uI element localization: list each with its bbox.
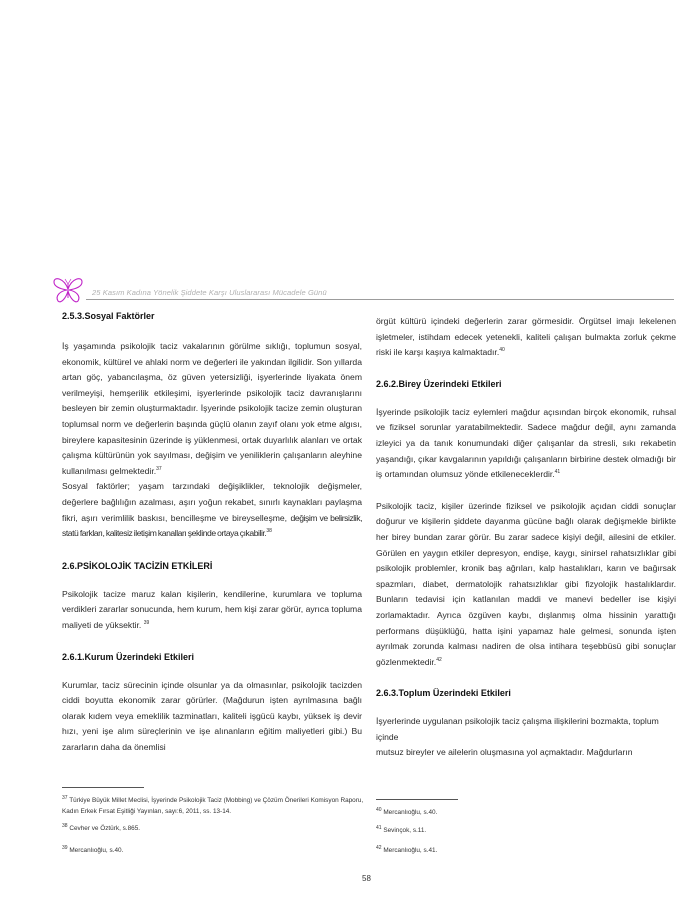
footnote-text: Sevinçok, s.11. <box>383 827 427 834</box>
section-heading-2-5-3: 2.5.3.Sosyal Faktörler <box>62 311 155 321</box>
footnote-text: Cevher ve Öztürk, s.865. <box>69 825 141 832</box>
paragraph-text: Sosyal faktörler; yaşam tarzındaki değişiklikler, teknolojik değişmeler, değerlere bağlılığın azalması, aşırı yoğun rekabet, sınırlı kaynakları paylaşma fikri, aşırı verimlilik baskısı, bencilleşme ve bireyselleşme, <box>62 481 362 523</box>
section-heading-2-6: 2.6.PSİKOLOJİK TACİZİN ETKİLERİ <box>62 560 213 571</box>
paragraph-line: mutsuz bireyler ve ailelerin oluşmasına yol açmaktadır. Mağdurların <box>376 747 633 758</box>
running-header <box>52 276 674 306</box>
footnote-37 <box>62 795 367 817</box>
right-column <box>376 314 676 761</box>
header-title: 25 Kasım Kadına Yönelik Şiddete Karşı Uluslararası Mücadele Günü <box>92 288 327 297</box>
footnote-rule <box>62 787 144 788</box>
footnote-number: 41 <box>376 824 382 831</box>
header-rule <box>86 299 674 300</box>
footnote-38 <box>62 823 367 834</box>
footnote-42 <box>376 845 681 856</box>
section-heading-2-6-2: 2.6.2.Birey Üzerindeki Etkileri <box>376 378 502 389</box>
paragraph-line: İşyerlerinde uygulanan psikolojik taciz çalışma ilişkilerini bozmakta, toplum içinde <box>376 716 659 742</box>
paragraph-social-factors <box>62 339 362 479</box>
footnote-text: Mercanlıoğlu, s.40. <box>69 847 124 854</box>
footnote-ref: 42 <box>436 656 442 663</box>
footnote-ref: 41 <box>554 469 561 476</box>
butterfly-logo-icon <box>52 276 84 304</box>
paragraph-social-factors-2 <box>62 479 362 541</box>
footnote-text: Mercanlıoğlu, s.40. <box>383 809 438 816</box>
paragraph-text: Psikolojik tacize maruz kalan kişilerin, kendilerine, kurumlara ve topluma verdikleri zararlar sonucunda, hem kurum, hem kişi zarar görür, ayrıca topluma maliyeti de yüksektir. <box>62 588 362 630</box>
footnote-number: 38 <box>62 822 68 829</box>
footnote-ref: 38 <box>266 528 272 535</box>
footnote-text: Mercanlıoğlu, s.41. <box>383 847 438 854</box>
footnote-ref: 40 <box>499 347 505 354</box>
paragraph-text: Psikolojik taciz, kişiler üzerinde fiziksel ve psikolojik açıdan ciddi sonuçlar doğurur ve kişilerin şiddete dayanma gücüne bağlı olarak değişmekle birlikte her birey bundan zarar görür. Bu zarar sadece kişiyi değil, ailesini de etkiler. Görülen en yaygın etkiler depresyon, endişe, kaygı, sinirsel rahatsızlıklar gibi psikolojik problemler, kronik baş ağrıları, kalp hastalıkları, karın ve bağırsak spazmları, diabet, dermatolojik rahatsızlıklar gibi fizyolojik hastalıklardır. Bunların tedavisi için katlanılan maddi ve manevi bedeller ise kişiyi zorlamaktadır. Ayrıca özgüven kaybı, dışlanmış olma hissinin yarattığı performans düşüklüğü, hatta işini yapamaz hale gelmesi, sonunda işten ayrılmak zorunda kalması nadiren de olsa intihara teşebbüsü gibi sonuçlar gözlenmektedir. <box>376 500 676 667</box>
paragraph-effects <box>62 587 362 634</box>
footnote-39 <box>62 845 367 856</box>
left-column <box>62 310 362 755</box>
paragraph-text-tail: değişim ve belirsizlik, statü farkları, kalitesiz iletişim kanalları şeklinde ortaya çıkabilir. <box>62 512 363 539</box>
paragraph-institution-effects: Kurumlar, taciz sürecinin içinde olsunlar ya da olmasınlar, psikolojik tacizden ciddi boyutta ekonomik zarar görürler. (Mağdurun işten ayrılmasına bağlı olarak kıdem veya emeklilik tazminatları, kaliteli işgücü kaybı, yüksek iş devir hızı, yeni işe alım süreçlerinin ve işe alınanların eğitim maliyetleri gibi.) Bu zararların daha da önemlisi <box>62 679 362 752</box>
footnote-ref: 37 <box>156 465 162 472</box>
footnote-number: 37 <box>62 794 68 801</box>
page-number: 58 <box>362 874 371 883</box>
footnote-number: 39 <box>62 844 68 851</box>
paragraph-individual-effects <box>376 405 676 483</box>
section-heading-2-6-3: 2.6.3.Toplum Üzerindeki Etkileri <box>376 688 511 699</box>
paragraph-text: örgüt kültürü içindeki değerlerin zarar görmesidir. Örgütsel imajı lekelenen işletmeler, istihdam edecek yetenekli, kaliteli çalışan bulmakta zorluk çekme riski ile karşı kaşıya kalmaktadır. <box>376 316 676 358</box>
paragraph-text: İşyerinde psikolojik taciz eylemleri mağdur açısından birçok ekonomik, ruhsal ve fiziksel sorunlar yaratabilmektedir. Sadece mağdur değil, aynı zamanda izleyici ya da tanık konumundaki diğer çalışanlar da stresli, sıkı rekabetin yaşandığı, çıkar kavgalarının yapıldığı çalışanların birbirine destek olmadığı bir iş ortamından olumsuz yönde etkileneceklerdir. <box>376 406 676 480</box>
paragraph-society-effects <box>376 714 676 761</box>
section-heading-2-6-1: 2.6.1.Kurum Üzerindeki Etkileri <box>62 651 195 662</box>
footnote-rule <box>376 799 458 800</box>
paragraph-individual-effects-2 <box>376 499 676 671</box>
footnote-41 <box>376 825 681 836</box>
footnote-number: 42 <box>376 844 382 851</box>
paragraph-continuation <box>376 314 676 361</box>
paragraph-text: İş yaşamında psikolojik taciz vakalarının görülme sıklığı, toplumun sosyal, ekonomik, kültürel ve ahlaki norm ve değerleri ile yakından ilgilidir. Son yıllarda artan göç, yabancılaşma, öz güven yetersizliği, işyerlerinde liyakata önem verilmeyişi, hemşerilik etkileşimi, işyerlerinde psikolojik taciz davranışlarını besleyen bir zemin oluşturmaktadır. İşyerinde psikolojik tacize zemin oluşturan toplumsal norm ve değerlerin başında güçlü olanın zayıf olanı yok etme algısı, bireylere kapasitesinin üzerinde iş yüklenmesi, ortak duyarlılık alanları ve ortak çalışma kültürünün yok sayılması, değişim ve yeniliklerin çalışanların aleyhine kullanılması gelmektedir. <box>62 341 362 476</box>
footnote-ref: 39 <box>143 620 150 627</box>
footnote-text: Türkiye Büyük Millet Meclisi, İşyerinde Psikolojik Taciz (Mobbing) ve Çözüm Önerileri Komisyon Raporu, Kadın Erkek Fırsat Eşitliği Yayınları, sayı:6, 2011, ss. 13-14. <box>62 797 364 815</box>
footnote-number: 40 <box>376 806 382 813</box>
footnote-40 <box>376 807 681 818</box>
